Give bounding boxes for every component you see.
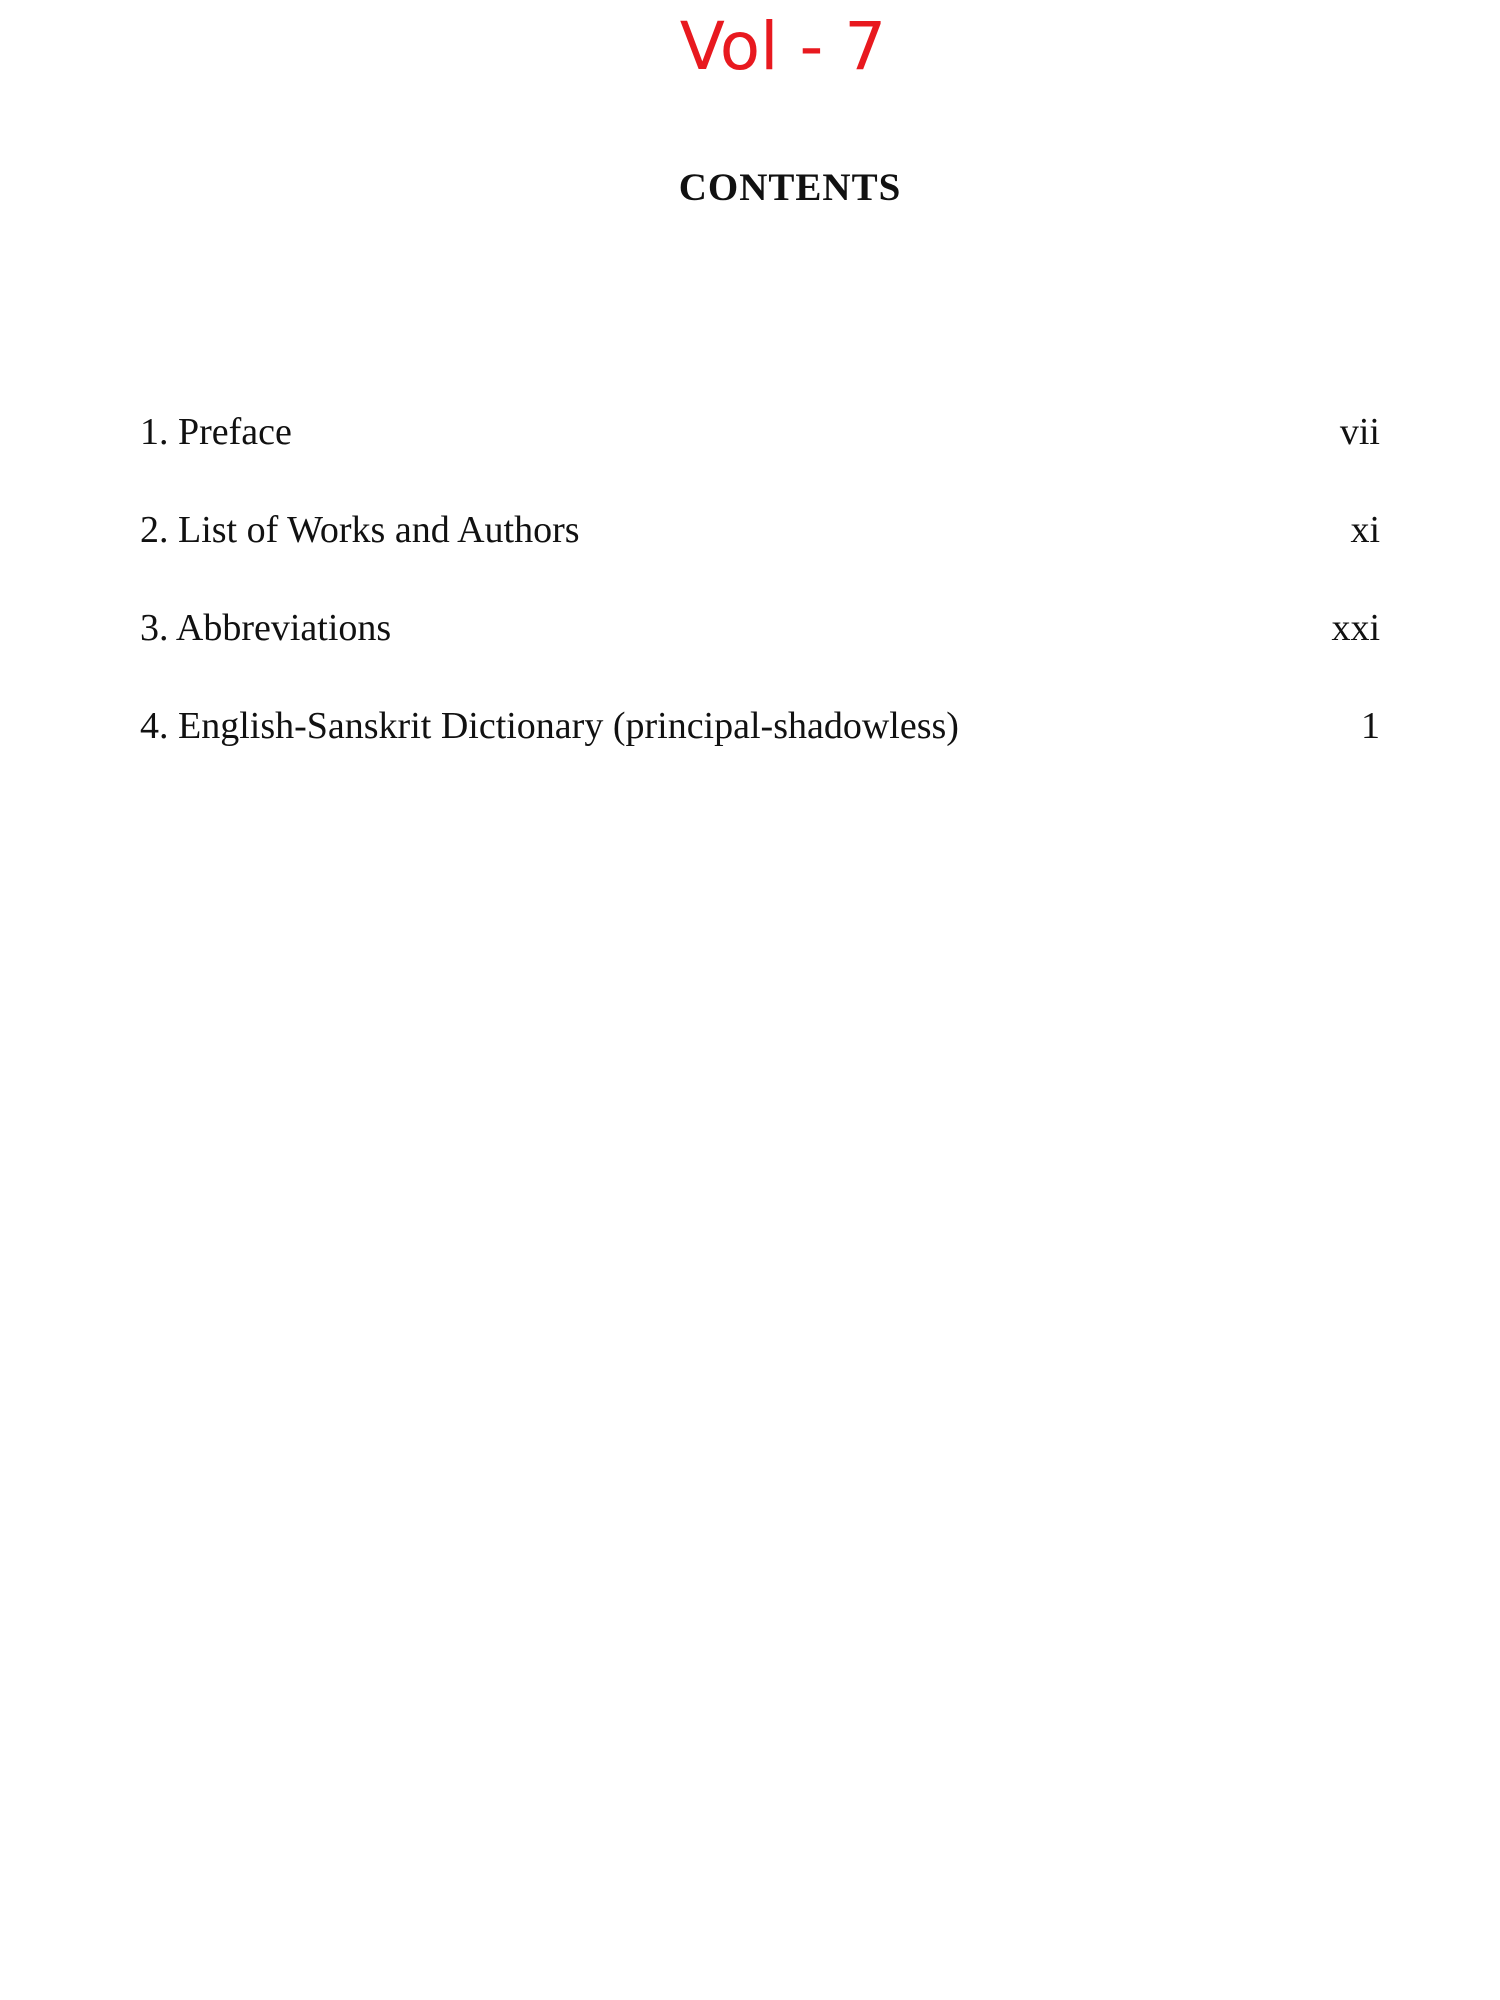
toc-entry-page: xxi bbox=[1331, 607, 1380, 649]
contents-heading: CONTENTS bbox=[678, 166, 902, 209]
toc-entry-preface bbox=[140, 410, 1380, 508]
toc-entry-list-of-works bbox=[140, 508, 1380, 606]
toc-entry-title: 1. Preface bbox=[140, 411, 292, 453]
toc-entry-page: vii bbox=[1339, 411, 1380, 453]
toc-entry-title: 2. List of Works and Authors bbox=[140, 509, 580, 551]
toc-entry-page: 1 bbox=[1361, 705, 1380, 747]
toc-entry-dictionary bbox=[140, 704, 1380, 802]
toc-entry-page: xi bbox=[1350, 509, 1380, 551]
toc-entry-abbreviations bbox=[140, 606, 1380, 704]
toc-entry-title: 4. English-Sanskrit Dictionary (principal-shadowless) bbox=[140, 705, 959, 747]
volume-label: Vol - 7 bbox=[679, 8, 887, 85]
table-of-contents bbox=[140, 410, 1380, 802]
toc-entry-title: 3. Abbreviations bbox=[140, 607, 392, 649]
